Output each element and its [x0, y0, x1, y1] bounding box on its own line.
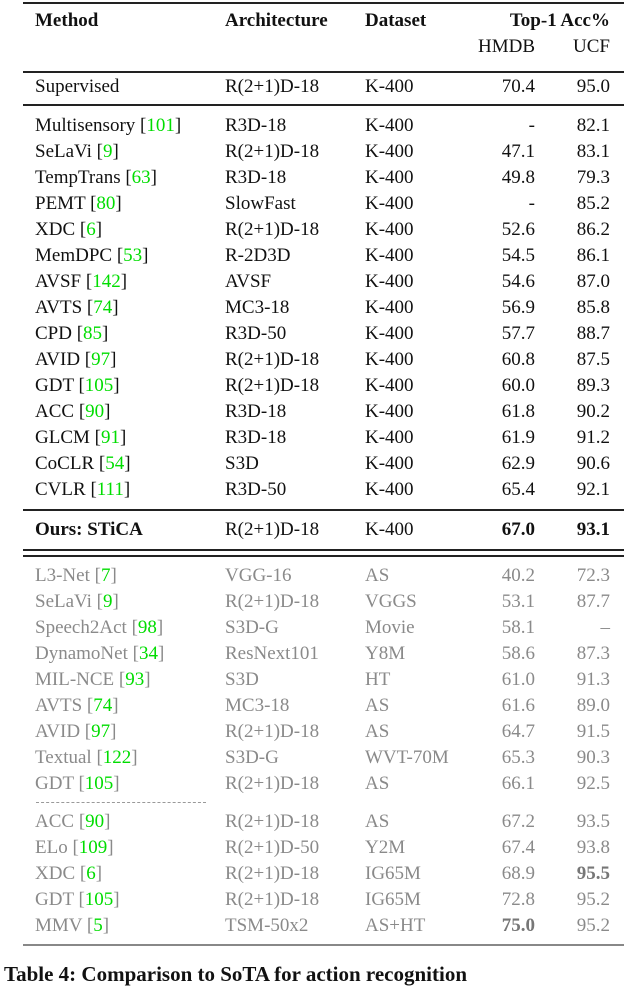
method-cell: MIL-NCE [93]	[35, 669, 151, 690]
method-name: ACC	[35, 401, 75, 422]
method-cell: AVTS [74]	[35, 695, 119, 716]
hmdb-cell: 61.8	[501, 401, 535, 422]
citation-link[interactable]: 34	[138, 643, 158, 664]
method-cell: GLCM [91]	[35, 427, 127, 448]
ucf-cell: 90.2	[576, 401, 610, 422]
dataset-cell: Y2M	[365, 837, 406, 858]
method-name: GDT	[35, 773, 74, 794]
method-name: Supervised	[35, 76, 120, 97]
dataset-cell: K-400	[365, 219, 414, 240]
dataset-cell: K-400	[365, 271, 414, 292]
architecture-cell: R3D-18	[225, 427, 287, 448]
method-name: PEMT	[35, 193, 86, 214]
dataset-cell: K-400	[365, 479, 414, 500]
citation-link[interactable]: 105	[84, 375, 114, 396]
method-name: GDT	[35, 889, 74, 910]
dataset-cell: K-400	[365, 76, 414, 97]
architecture-cell: R(2+1)D-18	[225, 811, 320, 832]
citation-link[interactable]: 101	[146, 115, 175, 136]
dataset-cell: AS+HT	[365, 915, 426, 936]
hmdb-cell: 60.0	[501, 375, 535, 396]
table-row	[0, 243, 640, 269]
ucf-cell: 85.2	[576, 193, 610, 214]
method-name: AVTS	[35, 297, 83, 318]
dataset-cell: K-400	[365, 401, 414, 422]
method-cell: GDT [105]	[35, 773, 120, 794]
hmdb-cell: 66.1	[501, 773, 535, 794]
table-row	[0, 425, 640, 451]
hmdb-cell: -	[528, 193, 535, 214]
dataset-cell: K-400	[365, 519, 414, 540]
citation-link[interactable]: 9	[102, 591, 113, 612]
ucf-cell: 91.5	[576, 721, 610, 742]
architecture-cell: ResNext101	[225, 643, 319, 664]
hmdb-cell: 61.6	[501, 695, 535, 716]
dataset-cell: K-400	[365, 375, 414, 396]
hmdb-cell: 65.3	[501, 747, 535, 768]
method-cell	[35, 74, 119, 100]
table-row	[0, 191, 640, 217]
method-name: CoCLR	[35, 453, 95, 474]
table-row	[0, 113, 640, 139]
architecture-cell: MC3-18	[225, 297, 290, 318]
citation-link[interactable]: 9	[102, 141, 113, 162]
citation-link[interactable]: 63	[131, 167, 151, 188]
dataset-cell: AS	[365, 811, 390, 832]
dataset-cell: AS	[365, 721, 390, 742]
architecture-cell: R(2+1)D-18	[225, 349, 320, 370]
double-rule-top	[23, 549, 624, 551]
table-row	[0, 399, 640, 425]
method-cell: DynamoNet [34]	[35, 643, 165, 664]
architecture-cell: S3D-G	[225, 617, 279, 638]
hmdb-cell: 61.9	[501, 427, 535, 448]
citation-link[interactable]: 142	[92, 271, 121, 292]
ucf-cell: 95.2	[576, 915, 610, 936]
dashed-separator	[36, 802, 206, 803]
method-cell: SeLaVi [9]	[35, 591, 119, 612]
method-name: GLCM	[35, 427, 90, 448]
dataset-cell: K-400	[365, 167, 414, 188]
dataset-cell: K-400	[365, 193, 414, 214]
method-name: AVTS	[35, 695, 83, 716]
citation-link[interactable]: 91	[100, 427, 120, 448]
method-cell: Multisensory [101]	[35, 115, 182, 136]
architecture-cell: R3D-50	[225, 479, 287, 500]
citation-link[interactable]: 90	[85, 811, 105, 832]
hmdb-cell: 56.9	[501, 297, 535, 318]
dataset-cell: K-400	[365, 141, 414, 162]
architecture-cell: R(2+1)D-18	[225, 141, 320, 162]
method-cell: SeLaVi [9]	[35, 141, 119, 162]
hmdb-cell: 75.0	[501, 915, 535, 936]
table-caption: Table 4: Comparison to SoTA for action recognition	[4, 962, 467, 986]
method-cell	[35, 517, 143, 543]
ucf-cell: 93.5	[576, 811, 610, 832]
method-name: ELo	[35, 837, 68, 858]
citation-link[interactable]: 74	[93, 297, 113, 318]
architecture-cell: VGG-16	[225, 565, 292, 586]
ucf-cell: 82.1	[576, 115, 610, 136]
dataset-cell: IG65M	[365, 863, 421, 884]
double-rule-bottom	[23, 555, 624, 557]
architecture-cell: R3D-18	[225, 115, 287, 136]
dataset-cell: K-400	[365, 427, 414, 448]
method-name: SeLaVi	[35, 141, 92, 162]
method-name: XDC	[35, 863, 76, 884]
architecture-cell: SlowFast	[225, 193, 296, 214]
method-cell: ELo [109]	[35, 837, 114, 858]
top-rule	[23, 2, 624, 4]
ucf-cell: 89.3	[576, 375, 610, 396]
hmdb-cell: 53.1	[501, 591, 535, 612]
method-cell: AVID [97]	[35, 721, 117, 742]
dataset-cell: Y8M	[365, 643, 406, 664]
hmdb-cell: 58.6	[501, 643, 535, 664]
ucf-cell: 95.5	[576, 863, 610, 884]
header-dataset: Dataset	[365, 10, 427, 31]
method-name: CPD	[35, 323, 72, 344]
ucf-cell: 95.0	[576, 76, 610, 97]
method-name: GDT	[35, 375, 74, 396]
ucf-cell: 90.3	[576, 747, 610, 768]
citation-link[interactable]: 74	[93, 695, 113, 716]
table-row	[0, 373, 640, 399]
method-cell: GDT [105]	[35, 375, 120, 396]
architecture-cell: R(2+1)D-18	[225, 591, 320, 612]
citation-link[interactable]: 109	[78, 837, 108, 858]
table-row	[0, 641, 640, 667]
method-cell: PEMT [80]	[35, 193, 122, 214]
ucf-cell: 90.6	[576, 453, 610, 474]
dataset-cell: WVT-70M	[365, 747, 449, 768]
citation-link[interactable]: 7	[100, 565, 111, 586]
architecture-cell: R(2+1)D-18	[225, 375, 320, 396]
hmdb-cell: 47.1	[501, 141, 535, 162]
dataset-cell: K-400	[365, 297, 414, 318]
architecture-cell: R-2D3D	[225, 245, 291, 266]
method-cell: L3-Net [7]	[35, 565, 117, 586]
method-name: MIL-NCE	[35, 669, 115, 690]
method-name: XDC	[35, 219, 76, 240]
table-row	[0, 477, 640, 503]
dataset-cell: K-400	[365, 115, 414, 136]
method-cell: MMV [5]	[35, 915, 110, 936]
table-row	[0, 887, 640, 913]
method-cell: AVSF [142]	[35, 271, 128, 292]
method-cell: XDC [6]	[35, 863, 103, 884]
citation-link[interactable]: 97	[91, 721, 111, 742]
architecture-cell: MC3-18	[225, 695, 290, 716]
method-name: ACC	[35, 811, 75, 832]
method-name: MemDPC	[35, 245, 113, 266]
hmdb-cell: 54.6	[501, 271, 535, 292]
citation-link[interactable]: 93	[125, 669, 145, 690]
hmdb-cell: -	[528, 115, 535, 136]
dataset-cell: IG65M	[365, 889, 421, 910]
method-cell: ACC [90]	[35, 401, 111, 422]
citation-link[interactable]: 85	[83, 323, 103, 344]
ours-rule	[23, 509, 624, 511]
citation-link[interactable]: 6	[86, 219, 96, 240]
table-row	[0, 861, 640, 887]
ucf-cell: 87.5	[576, 349, 610, 370]
method-name: AVID	[35, 721, 81, 742]
hmdb-cell: 70.4	[501, 76, 535, 97]
hmdb-cell: 72.8	[501, 889, 535, 910]
table-row	[0, 347, 640, 373]
architecture-cell: R3D-18	[225, 401, 287, 422]
method-name: MMV	[35, 915, 83, 936]
citation-link[interactable]: 6	[86, 863, 96, 884]
architecture-cell: R3D-50	[225, 323, 287, 344]
method-cell: CPD [85]	[35, 323, 109, 344]
dataset-cell: AS	[365, 773, 390, 794]
method-cell: XDC [6]	[35, 219, 103, 240]
hmdb-cell: 58.1	[501, 617, 535, 638]
architecture-cell: R(2+1)D-18	[225, 219, 320, 240]
ucf-cell: 91.2	[576, 427, 610, 448]
method-cell: Speech2Act [98]	[35, 617, 164, 638]
dataset-cell: K-400	[365, 453, 414, 474]
ucf-cell: 88.7	[576, 323, 610, 344]
citation-link[interactable]: 5	[93, 915, 103, 936]
architecture-cell: R(2+1)D-18	[225, 721, 320, 742]
method-cell: ACC [90]	[35, 811, 111, 832]
ucf-cell: 83.1	[576, 141, 610, 162]
hmdb-cell: 68.9	[501, 863, 535, 884]
table-row	[0, 217, 640, 243]
method-cell: CoCLR [54]	[35, 453, 131, 474]
table-row	[0, 321, 640, 347]
header-hmdb: HMDB	[477, 36, 535, 57]
hmdb-cell: 67.2	[501, 811, 535, 832]
citation-link[interactable]: 105	[84, 773, 114, 794]
method-name: Ours: STiCA	[35, 519, 143, 540]
citation-link[interactable]: 90	[85, 401, 105, 422]
dataset-cell: K-400	[365, 349, 414, 370]
dataset-cell: VGGS	[365, 591, 417, 612]
supervised-rule	[23, 104, 624, 106]
table-row	[0, 563, 640, 589]
architecture-cell: R(2+1)D-18	[225, 773, 320, 794]
ucf-cell: 87.7	[576, 591, 610, 612]
table-row	[0, 719, 640, 745]
table-row	[0, 295, 640, 321]
header-top1: Top-1 Acc%	[509, 10, 610, 31]
hmdb-cell: 61.0	[501, 669, 535, 690]
method-cell: GDT [105]	[35, 889, 120, 910]
header-ucf: UCF	[573, 36, 610, 57]
ucf-cell: 86.2	[576, 219, 610, 240]
ucf-cell: 92.5	[576, 773, 610, 794]
architecture-cell: R(2+1)D-18	[225, 889, 320, 910]
citation-link[interactable]: 122	[102, 747, 132, 768]
dataset-cell: AS	[365, 565, 390, 586]
ucf-cell: 91.3	[576, 669, 610, 690]
ucf-cell: 92.1	[576, 479, 610, 500]
ucf-cell: 79.3	[576, 167, 610, 188]
method-cell: MemDPC [53]	[35, 245, 149, 266]
bottom-rule	[23, 944, 624, 946]
table-row	[0, 835, 640, 861]
ucf-cell: 85.8	[576, 297, 610, 318]
method-name: CVLR	[35, 479, 86, 500]
table-row	[0, 517, 640, 543]
method-name: Speech2Act	[35, 617, 127, 638]
citation-link[interactable]: 54	[105, 453, 125, 474]
ucf-cell: 87.3	[576, 643, 610, 664]
table-row	[0, 913, 640, 939]
hmdb-cell: 65.4	[501, 479, 535, 500]
table-row	[0, 451, 640, 477]
architecture-cell: R(2+1)D-18	[225, 519, 320, 540]
table-row	[0, 165, 640, 191]
hmdb-cell: 67.0	[501, 519, 535, 540]
hmdb-cell: 64.7	[501, 721, 535, 742]
hmdb-cell: 49.8	[501, 167, 535, 188]
architecture-cell: R(2+1)D-18	[225, 863, 320, 884]
architecture-cell: R(2+1)D-50	[225, 837, 320, 858]
architecture-cell: S3D	[225, 453, 259, 474]
citation-link[interactable]: 53	[123, 245, 143, 266]
header-row	[0, 8, 640, 34]
architecture-cell: S3D	[225, 669, 259, 690]
table-row	[0, 667, 640, 693]
method-name: AVSF	[35, 271, 82, 292]
method-cell: AVTS [74]	[35, 297, 119, 318]
hmdb-cell: 52.6	[501, 219, 535, 240]
table-row	[0, 809, 640, 835]
citation-link[interactable]: 80	[96, 193, 116, 214]
method-cell: AVID [97]	[35, 349, 117, 370]
ucf-cell: 93.8	[576, 837, 610, 858]
method-cell: Textual [122]	[35, 747, 138, 768]
ucf-cell: 87.0	[576, 271, 610, 292]
method-name: Multisensory	[35, 115, 136, 136]
method-name: AVID	[35, 349, 81, 370]
table-row	[0, 771, 640, 797]
dataset-cell: AS	[365, 695, 390, 716]
method-name: SeLaVi	[35, 591, 92, 612]
architecture-cell: R(2+1)D-18	[225, 76, 320, 97]
method-name: DynamoNet	[35, 643, 128, 664]
citation-link[interactable]: 111	[96, 479, 124, 500]
architecture-cell: S3D-G	[225, 747, 279, 768]
architecture-cell: R3D-18	[225, 167, 287, 188]
hmdb-cell: 57.7	[501, 323, 535, 344]
method-cell: TempTrans [63]	[35, 167, 157, 188]
citation-link[interactable]: 98	[137, 617, 157, 638]
dataset-cell: Movie	[365, 617, 415, 638]
dataset-cell: HT	[365, 669, 391, 690]
header-method: Method	[35, 10, 99, 31]
method-cell: CVLR [111]	[35, 479, 131, 500]
ucf-cell: 72.3	[576, 565, 610, 586]
table-row	[0, 589, 640, 615]
subheader-row	[0, 34, 640, 60]
architecture-cell: AVSF	[225, 271, 272, 292]
header-architecture: Architecture	[225, 10, 328, 31]
ucf-cell: 86.1	[576, 245, 610, 266]
ucf-cell: –	[600, 617, 610, 638]
table-row	[0, 269, 640, 295]
table-row	[0, 745, 640, 771]
hmdb-cell: 54.5	[501, 245, 535, 266]
method-name: L3-Net	[35, 565, 90, 586]
method-name: Textual	[35, 747, 92, 768]
architecture-cell: TSM-50x2	[225, 915, 309, 936]
citation-link[interactable]: 105	[84, 889, 114, 910]
dataset-cell: K-400	[365, 245, 414, 266]
hmdb-cell: 67.4	[501, 837, 535, 858]
ucf-cell: 95.2	[576, 889, 610, 910]
table-row	[0, 74, 640, 100]
hmdb-cell: 40.2	[501, 565, 535, 586]
table-row	[0, 139, 640, 165]
header-rule	[23, 71, 624, 73]
hmdb-cell: 60.8	[501, 349, 535, 370]
method-name: TempTrans	[35, 167, 121, 188]
citation-link[interactable]: 97	[91, 349, 111, 370]
dataset-cell: K-400	[365, 323, 414, 344]
ucf-cell: 89.0	[576, 695, 610, 716]
table-row	[0, 615, 640, 641]
table-row	[0, 693, 640, 719]
ucf-cell: 93.1	[576, 519, 610, 540]
hmdb-cell: 62.9	[501, 453, 535, 474]
